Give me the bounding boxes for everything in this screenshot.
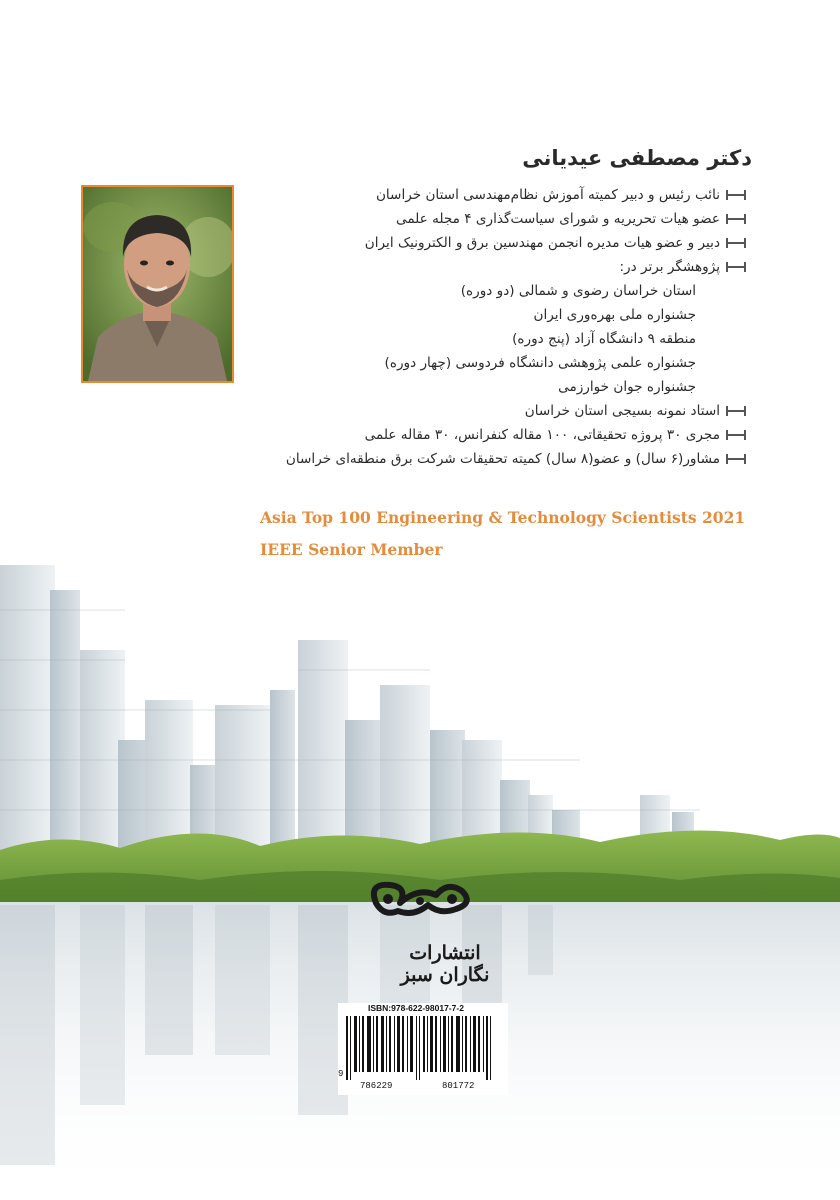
- honor-asia-top-100: Asia Top 100 Engineering & Technology Scientists 2021: [260, 508, 746, 527]
- bullet-bar-icon: [726, 218, 746, 220]
- author-photo: [81, 185, 234, 383]
- bullet-bar-icon: [726, 458, 746, 460]
- bio-list: [276, 183, 746, 471]
- bullet-bar-icon: [726, 242, 746, 244]
- isbn-barcode: [338, 1003, 508, 1095]
- bullet-bar-icon: [726, 434, 746, 436]
- bio-item: مجری ۳۰ پروژه تحقیقاتی، ۱۰۰ مقاله کنفرانس، ۳۰ مقاله علمی: [276, 423, 746, 447]
- barcode-group-left: 786229: [360, 1081, 393, 1091]
- barcode-digit-first: 9: [338, 1069, 344, 1079]
- honor-ieee: IEEE Senior Member: [260, 540, 443, 559]
- bio-item: مشاور(۶ سال) و عضو(۸ سال) کمیته تحقیقات شرکت برق منطقه‌ای خراسان: [276, 447, 746, 471]
- bullet-bar-icon: [726, 410, 746, 412]
- award-item: منطقه ۹ دانشگاه آزاد (پنج دوره): [512, 331, 696, 347]
- bullet-bar-icon: [726, 266, 746, 268]
- isbn-text: ISBN:978-622-98017-7-2: [368, 1003, 464, 1013]
- award-item: جشنواره جوان خوارزمی: [558, 379, 696, 395]
- barcode-group-right: 801772: [442, 1081, 475, 1091]
- bullet-bar-icon: [726, 194, 746, 196]
- bio-item: دبیر و عضو هیات مدیره انجمن مهندسین برق و الکترونیک ایران: [276, 231, 746, 255]
- award-item: جشنواره ملی بهره‌وری ایران: [533, 307, 696, 323]
- barcode-bars: [346, 1016, 501, 1080]
- award-sublist: [276, 279, 720, 399]
- bio-item: نائب رئیس و دبیر کمیته آموزش نظام‌مهندسی استان خراسان: [276, 183, 746, 207]
- bio-item: پژوهشگر برتر در: استان خراسان رضوی و شمالی (دو دوره) جشنواره ملی بهره‌وری ایران منطقه ۹ دانشگاه آزاد (پنج دوره) جشنواره علمی پژوهشی دانشگاه فردوسی (چهار دوره) جشنواره جوان خوارزمی: [276, 255, 746, 399]
- award-item: جشنواره علمی پژوهشی دانشگاه فردوسی (چهار دوره): [384, 355, 696, 371]
- bio-item: استاد نمونه بسیجی استان خراسان: [276, 399, 746, 423]
- bio-item: عضو هیات تحریریه و شورای سیاست‌گذاری ۴ مجله علمی: [276, 207, 746, 231]
- author-name: دکتر مصطفی عیدیانی: [522, 146, 752, 170]
- publisher-name: انتشارات نگاران سبز: [400, 942, 490, 986]
- award-item: استان خراسان رضوی و شمالی (دو دوره): [460, 283, 696, 299]
